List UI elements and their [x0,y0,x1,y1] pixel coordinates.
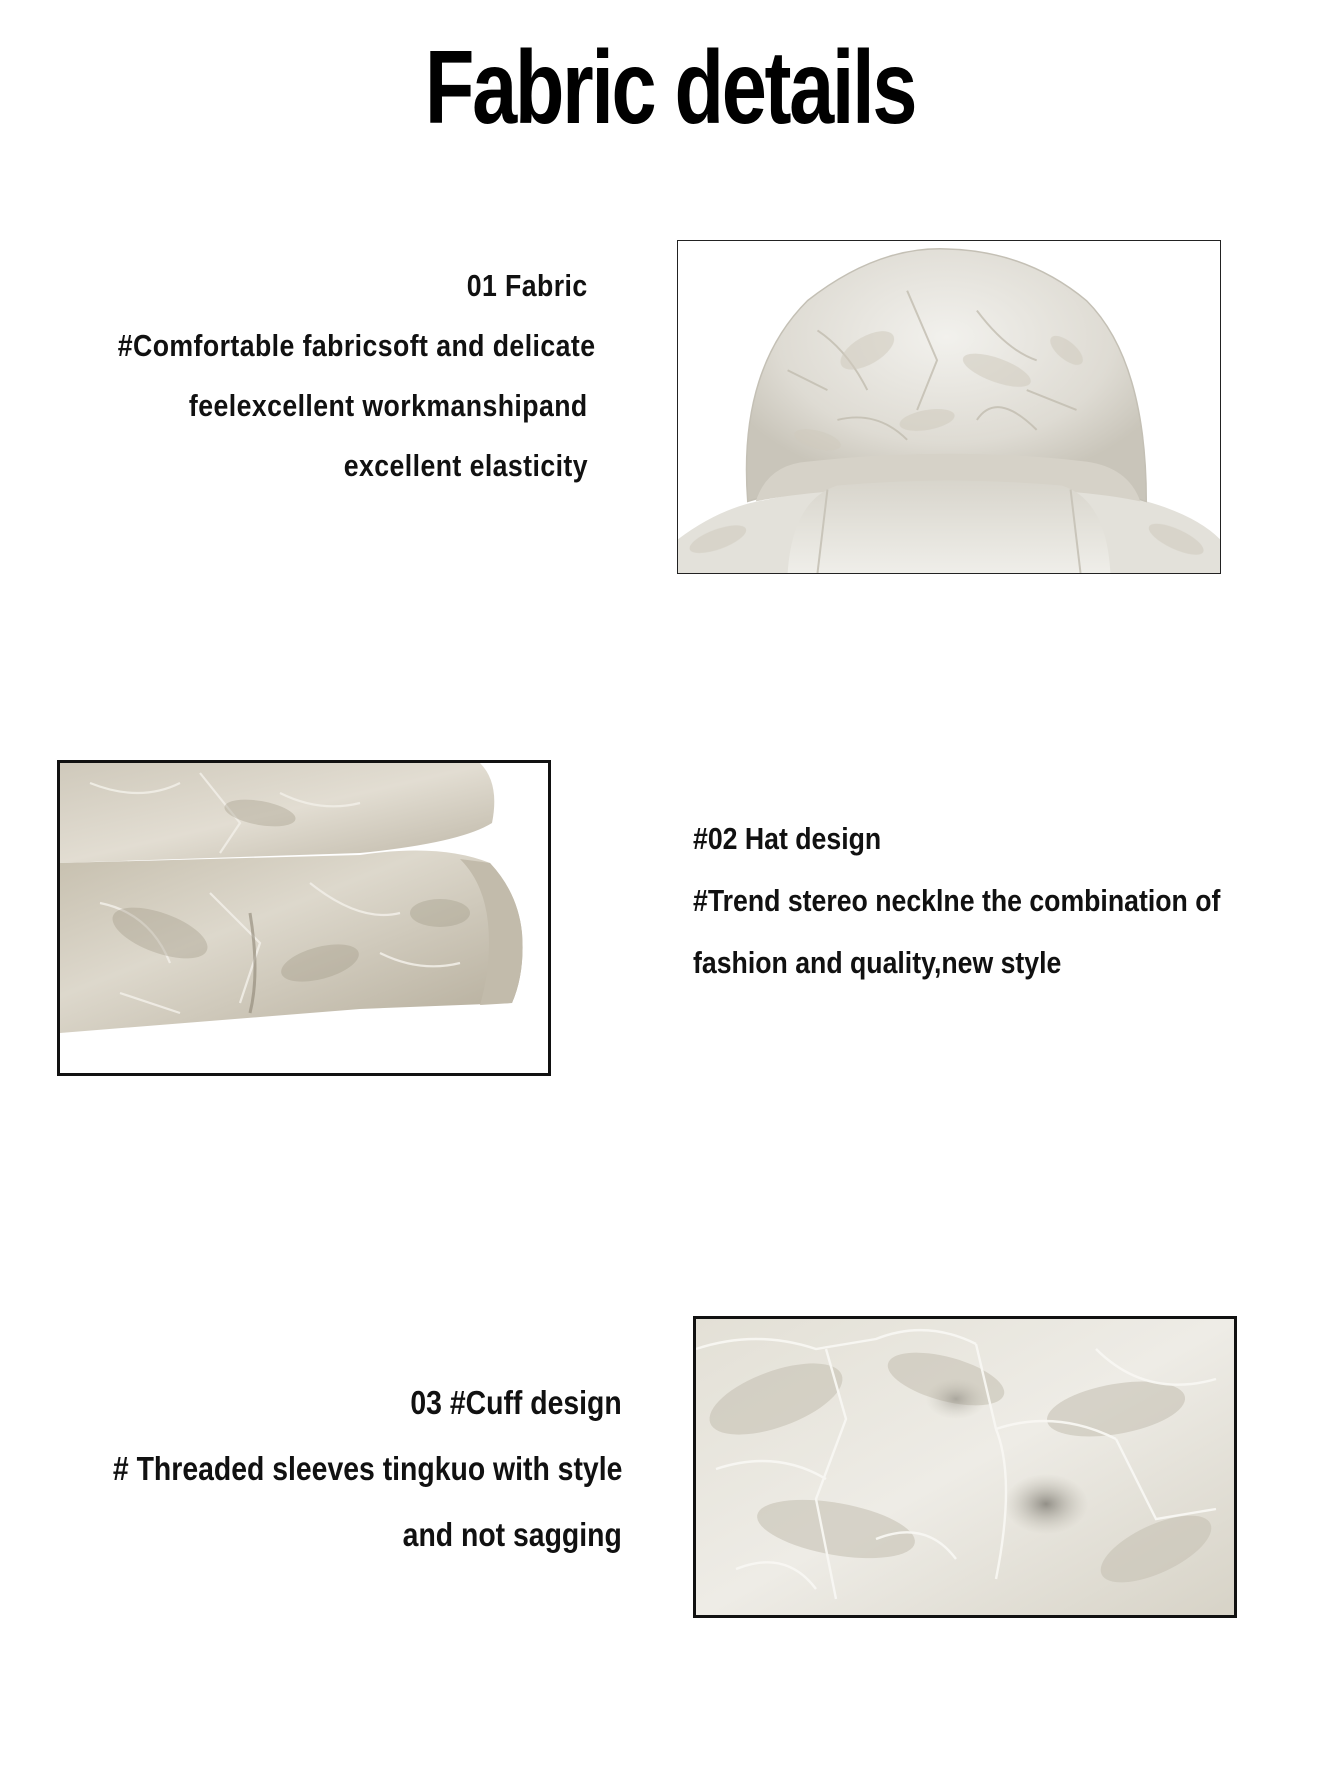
fabric-description [40,256,596,496]
section-heading: 03 #Cuff design [410,1384,622,1421]
sleeve-cuff-photo [57,760,551,1076]
section-heading: 01 Fabric [467,268,588,303]
description-line: feelexcellent workmanshipand [189,388,588,423]
description-line: and not sagging [402,1516,622,1553]
description-line: #Trend stereo necklne the combination of [693,883,1221,918]
page-title: Fabric details [424,30,916,146]
cuff-design-description [30,1370,622,1568]
hood-fabric-photo [677,240,1221,574]
fabric-closeup-photo [693,1316,1237,1618]
section-heading: #02 Hat design [693,821,882,856]
hat-design-description [693,808,1313,994]
description-line: #Comfortable fabricsoft and delicate [117,328,596,363]
description-line: fashion and quality,new style [693,945,1062,980]
description-line: excellent elasticity [343,448,588,483]
description-line: # Threaded sleeves tingkuo with style [112,1450,623,1487]
